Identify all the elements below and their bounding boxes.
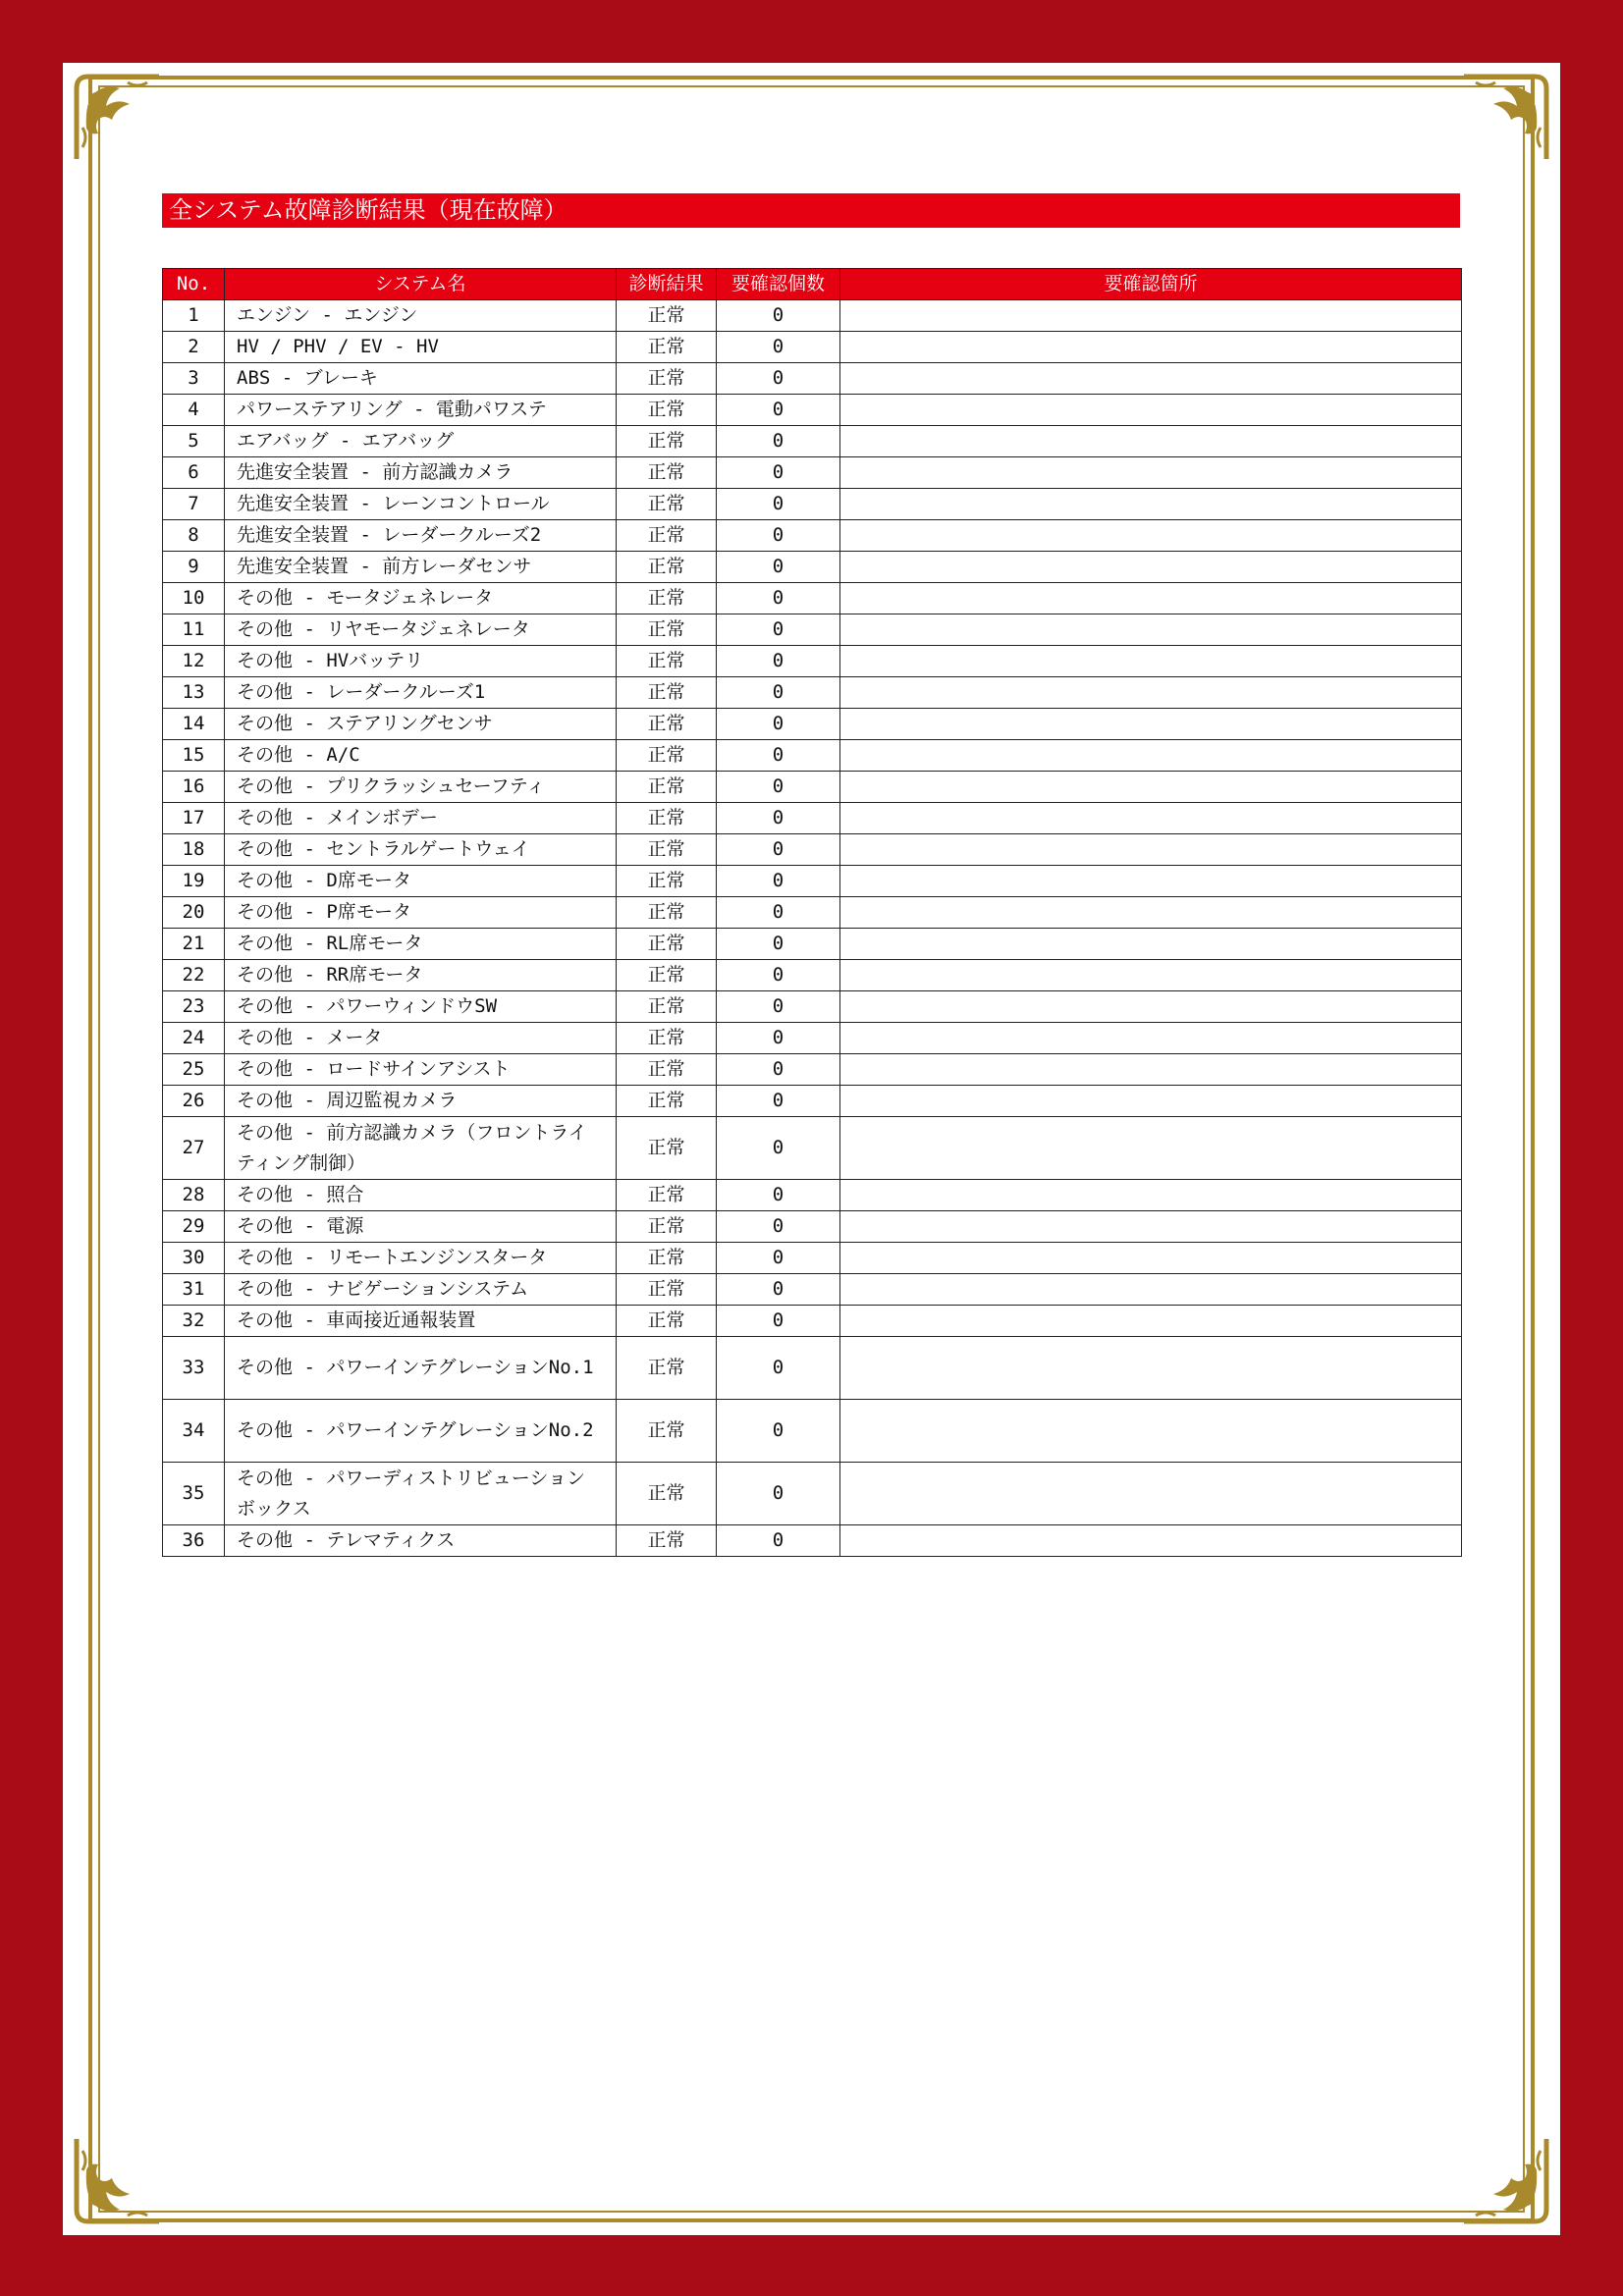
cell-check-locations (840, 1274, 1462, 1306)
cell-diagnosis-result: 正常 (617, 1337, 717, 1400)
cell-check-count: 0 (717, 332, 840, 363)
cell-check-locations (840, 1180, 1462, 1211)
cell-system-name: その他 - リヤモータジェネレータ (225, 614, 617, 646)
cell-check-count: 0 (717, 740, 840, 772)
cell-check-locations (840, 1525, 1462, 1557)
cell-diagnosis-result: 正常 (617, 1117, 717, 1180)
table-row (163, 1463, 1462, 1525)
cell-no: 10 (163, 583, 225, 614)
cell-system-name: その他 - ステアリングセンサ (225, 709, 617, 740)
cell-no: 4 (163, 395, 225, 426)
cell-diagnosis-result: 正常 (617, 897, 717, 929)
table-row (163, 614, 1462, 646)
cell-no: 12 (163, 646, 225, 677)
cell-no: 23 (163, 991, 225, 1023)
cell-diagnosis-result: 正常 (617, 1306, 717, 1337)
cell-system-name: その他 - レーダークルーズ1 (225, 677, 617, 709)
table-row (163, 426, 1462, 457)
table-header-row (163, 269, 1462, 300)
cell-check-count: 0 (717, 1306, 840, 1337)
cell-check-count: 0 (717, 1211, 840, 1243)
cell-check-count: 0 (717, 395, 840, 426)
cell-no: 26 (163, 1086, 225, 1117)
table-row (163, 677, 1462, 709)
cell-no: 21 (163, 929, 225, 960)
cell-no: 36 (163, 1525, 225, 1557)
cell-no: 19 (163, 866, 225, 897)
cell-diagnosis-result: 正常 (617, 1463, 717, 1525)
table-row (163, 646, 1462, 677)
cell-check-locations (840, 489, 1462, 520)
cell-diagnosis-result: 正常 (617, 395, 717, 426)
report-page (63, 63, 1560, 2235)
table-row (163, 1243, 1462, 1274)
table-row (163, 583, 1462, 614)
cell-check-locations (840, 866, 1462, 897)
cell-check-locations (840, 677, 1462, 709)
cell-no: 7 (163, 489, 225, 520)
table-row (163, 1180, 1462, 1211)
cell-no: 25 (163, 1054, 225, 1086)
cell-check-locations (840, 520, 1462, 552)
cell-diagnosis-result: 正常 (617, 583, 717, 614)
cell-no: 6 (163, 457, 225, 489)
cell-check-count: 0 (717, 583, 840, 614)
cell-diagnosis-result: 正常 (617, 489, 717, 520)
cell-no: 9 (163, 552, 225, 583)
cell-check-locations (840, 803, 1462, 834)
cell-system-name: その他 - HVバッテリ (225, 646, 617, 677)
cell-diagnosis-result: 正常 (617, 1243, 717, 1274)
cell-check-count: 0 (717, 991, 840, 1023)
cell-system-name: その他 - 電源 (225, 1211, 617, 1243)
header-system-name: システム名 (225, 269, 617, 300)
table-row (163, 803, 1462, 834)
cell-diagnosis-result: 正常 (617, 332, 717, 363)
cell-no: 29 (163, 1211, 225, 1243)
cell-no: 14 (163, 709, 225, 740)
cell-no: 28 (163, 1180, 225, 1211)
cell-system-name: 先進安全装置 - レーンコントロール (225, 489, 617, 520)
cell-check-locations (840, 646, 1462, 677)
cell-no: 13 (163, 677, 225, 709)
cell-no: 2 (163, 332, 225, 363)
cell-diagnosis-result: 正常 (617, 677, 717, 709)
table-row (163, 991, 1462, 1023)
cell-check-locations (840, 1211, 1462, 1243)
cell-no: 15 (163, 740, 225, 772)
cell-check-locations (840, 332, 1462, 363)
cell-check-locations (840, 1086, 1462, 1117)
cell-check-locations (840, 897, 1462, 929)
table-row (163, 866, 1462, 897)
table-row (163, 1337, 1462, 1400)
cell-check-count: 0 (717, 834, 840, 866)
cell-check-count: 0 (717, 929, 840, 960)
table-row (163, 363, 1462, 395)
cell-check-count: 0 (717, 897, 840, 929)
cell-check-count: 0 (717, 960, 840, 991)
cell-diagnosis-result: 正常 (617, 1274, 717, 1306)
cell-system-name: その他 - プリクラッシュセーフティ (225, 772, 617, 803)
cell-system-name: 先進安全装置 - 前方レーダセンサ (225, 552, 617, 583)
cell-check-count: 0 (717, 1054, 840, 1086)
cell-system-name: 先進安全装置 - 前方認識カメラ (225, 457, 617, 489)
cell-diagnosis-result: 正常 (617, 991, 717, 1023)
cell-system-name: エアバッグ - エアバッグ (225, 426, 617, 457)
cell-no: 31 (163, 1274, 225, 1306)
diagnosis-table (162, 268, 1462, 1557)
cell-check-locations (840, 1117, 1462, 1180)
cell-no: 32 (163, 1306, 225, 1337)
table-row (163, 552, 1462, 583)
cell-diagnosis-result: 正常 (617, 1400, 717, 1463)
cell-diagnosis-result: 正常 (617, 552, 717, 583)
cell-system-name: その他 - RL席モータ (225, 929, 617, 960)
cell-no: 27 (163, 1117, 225, 1180)
cell-system-name: その他 - メインボデー (225, 803, 617, 834)
cell-system-name: その他 - A/C (225, 740, 617, 772)
cell-diagnosis-result: 正常 (617, 772, 717, 803)
cell-system-name: その他 - D席モータ (225, 866, 617, 897)
cell-no: 20 (163, 897, 225, 929)
cell-diagnosis-result: 正常 (617, 1054, 717, 1086)
cell-check-locations (840, 740, 1462, 772)
cell-check-locations (840, 960, 1462, 991)
cell-check-count: 0 (717, 1117, 840, 1180)
table-row (163, 1400, 1462, 1463)
header-diagnosis-result: 診断結果 (617, 269, 717, 300)
cell-check-locations (840, 457, 1462, 489)
cell-check-locations (840, 1463, 1462, 1525)
cell-diagnosis-result: 正常 (617, 1086, 717, 1117)
cell-no: 11 (163, 614, 225, 646)
table-row (163, 300, 1462, 332)
table-row (163, 897, 1462, 929)
cell-check-locations (840, 929, 1462, 960)
cell-check-count: 0 (717, 426, 840, 457)
cell-diagnosis-result: 正常 (617, 709, 717, 740)
cell-no: 5 (163, 426, 225, 457)
cell-check-locations (840, 426, 1462, 457)
cell-no: 17 (163, 803, 225, 834)
table-body (163, 300, 1462, 1557)
cell-check-count: 0 (717, 1086, 840, 1117)
cell-check-locations (840, 1243, 1462, 1274)
cell-diagnosis-result: 正常 (617, 1211, 717, 1243)
cell-no: 16 (163, 772, 225, 803)
header-no: No. (163, 269, 225, 300)
cell-system-name: その他 - モータジェネレータ (225, 583, 617, 614)
cell-diagnosis-result: 正常 (617, 1525, 717, 1557)
cell-diagnosis-result: 正常 (617, 803, 717, 834)
cell-system-name: その他 - 車両接近通報装置 (225, 1306, 617, 1337)
table-row (163, 1086, 1462, 1117)
cell-check-count: 0 (717, 1463, 840, 1525)
table-row (163, 457, 1462, 489)
cell-diagnosis-result: 正常 (617, 363, 717, 395)
cell-diagnosis-result: 正常 (617, 614, 717, 646)
cell-check-count: 0 (717, 520, 840, 552)
cell-diagnosis-result: 正常 (617, 834, 717, 866)
cell-no: 18 (163, 834, 225, 866)
cell-check-count: 0 (717, 457, 840, 489)
cell-system-name: パワーステアリング - 電動パワステ (225, 395, 617, 426)
cell-system-name: その他 - 周辺監視カメラ (225, 1086, 617, 1117)
cell-system-name: その他 - パワーインテグレーションNo.2 (225, 1400, 617, 1463)
cell-check-count: 0 (717, 646, 840, 677)
cell-check-locations (840, 363, 1462, 395)
table-row (163, 1117, 1462, 1180)
cell-check-count: 0 (717, 1023, 840, 1054)
table-row (163, 1023, 1462, 1054)
cell-system-name: その他 - セントラルゲートウェイ (225, 834, 617, 866)
table-row (163, 834, 1462, 866)
cell-diagnosis-result: 正常 (617, 300, 717, 332)
cell-check-locations (840, 834, 1462, 866)
cell-system-name: エンジン - エンジン (225, 300, 617, 332)
report-title: 全システム故障診断結果（現在故障） (162, 193, 1460, 228)
cell-system-name: HV / PHV / EV - HV (225, 332, 617, 363)
cell-system-name: その他 - パワーウィンドウSW (225, 991, 617, 1023)
table-row (163, 1525, 1462, 1557)
cell-check-locations (840, 583, 1462, 614)
cell-check-count: 0 (717, 300, 840, 332)
cell-diagnosis-result: 正常 (617, 929, 717, 960)
cell-system-name: その他 - ナビゲーションシステム (225, 1274, 617, 1306)
cell-check-locations (840, 991, 1462, 1023)
ornament-corner-icon (1456, 69, 1554, 167)
cell-system-name: ABS - ブレーキ (225, 363, 617, 395)
cell-diagnosis-result: 正常 (617, 1180, 717, 1211)
cell-check-count: 0 (717, 552, 840, 583)
table-row (163, 772, 1462, 803)
cell-diagnosis-result: 正常 (617, 457, 717, 489)
cell-no: 33 (163, 1337, 225, 1400)
cell-check-count: 0 (717, 1243, 840, 1274)
cell-check-locations (840, 300, 1462, 332)
table-row (163, 929, 1462, 960)
cell-no: 3 (163, 363, 225, 395)
table-row (163, 332, 1462, 363)
ornament-corner-icon (69, 69, 167, 167)
table-row (163, 1274, 1462, 1306)
table-row (163, 489, 1462, 520)
cell-diagnosis-result: 正常 (617, 646, 717, 677)
cell-diagnosis-result: 正常 (617, 866, 717, 897)
cell-system-name: その他 - テレマティクス (225, 1525, 617, 1557)
cell-no: 8 (163, 520, 225, 552)
cell-check-count: 0 (717, 772, 840, 803)
cell-check-count: 0 (717, 866, 840, 897)
cell-check-count: 0 (717, 1274, 840, 1306)
cell-check-count: 0 (717, 803, 840, 834)
cell-system-name: 先進安全装置 - レーダークルーズ2 (225, 520, 617, 552)
cell-check-locations (840, 1337, 1462, 1400)
header-check-locations: 要確認箇所 (840, 269, 1462, 300)
table-row (163, 709, 1462, 740)
cell-check-locations (840, 1400, 1462, 1463)
table-row (163, 960, 1462, 991)
cell-check-count: 0 (717, 709, 840, 740)
cell-no: 22 (163, 960, 225, 991)
cell-check-count: 0 (717, 363, 840, 395)
table-row (163, 1054, 1462, 1086)
cell-system-name: その他 - パワーインテグレーションNo.1 (225, 1337, 617, 1400)
cell-check-locations (840, 709, 1462, 740)
cell-check-locations (840, 1306, 1462, 1337)
cell-check-count: 0 (717, 489, 840, 520)
cell-check-locations (840, 614, 1462, 646)
cell-check-count: 0 (717, 1525, 840, 1557)
table-row (163, 1306, 1462, 1337)
cell-system-name: その他 - リモートエンジンスタータ (225, 1243, 617, 1274)
cell-no: 1 (163, 300, 225, 332)
cell-check-locations (840, 1023, 1462, 1054)
cell-no: 34 (163, 1400, 225, 1463)
cell-diagnosis-result: 正常 (617, 520, 717, 552)
cell-check-locations (840, 1054, 1462, 1086)
cell-system-name: その他 - P席モータ (225, 897, 617, 929)
cell-check-locations (840, 772, 1462, 803)
cell-diagnosis-result: 正常 (617, 426, 717, 457)
cell-check-locations (840, 395, 1462, 426)
cell-diagnosis-result: 正常 (617, 960, 717, 991)
cell-system-name: その他 - 前方認識カメラ（フロントライティング制御） (225, 1117, 617, 1180)
cell-check-count: 0 (717, 1337, 840, 1400)
cell-system-name: その他 - RR席モータ (225, 960, 617, 991)
table-row (163, 1211, 1462, 1243)
cell-system-name: その他 - パワーディストリビューションボックス (225, 1463, 617, 1525)
ornament-corner-icon (69, 2131, 167, 2229)
table-row (163, 740, 1462, 772)
ornament-corner-icon (1456, 2131, 1554, 2229)
cell-check-count: 0 (717, 677, 840, 709)
cell-diagnosis-result: 正常 (617, 1023, 717, 1054)
cell-system-name: その他 - 照合 (225, 1180, 617, 1211)
cell-check-count: 0 (717, 1180, 840, 1211)
cell-no: 35 (163, 1463, 225, 1525)
cell-system-name: その他 - ロードサインアシスト (225, 1054, 617, 1086)
cell-no: 30 (163, 1243, 225, 1274)
cell-check-locations (840, 552, 1462, 583)
cell-diagnosis-result: 正常 (617, 740, 717, 772)
cell-no: 24 (163, 1023, 225, 1054)
header-check-count: 要確認個数 (717, 269, 840, 300)
cell-check-count: 0 (717, 1400, 840, 1463)
table-row (163, 520, 1462, 552)
table-row (163, 395, 1462, 426)
cell-system-name: その他 - メータ (225, 1023, 617, 1054)
cell-check-count: 0 (717, 614, 840, 646)
